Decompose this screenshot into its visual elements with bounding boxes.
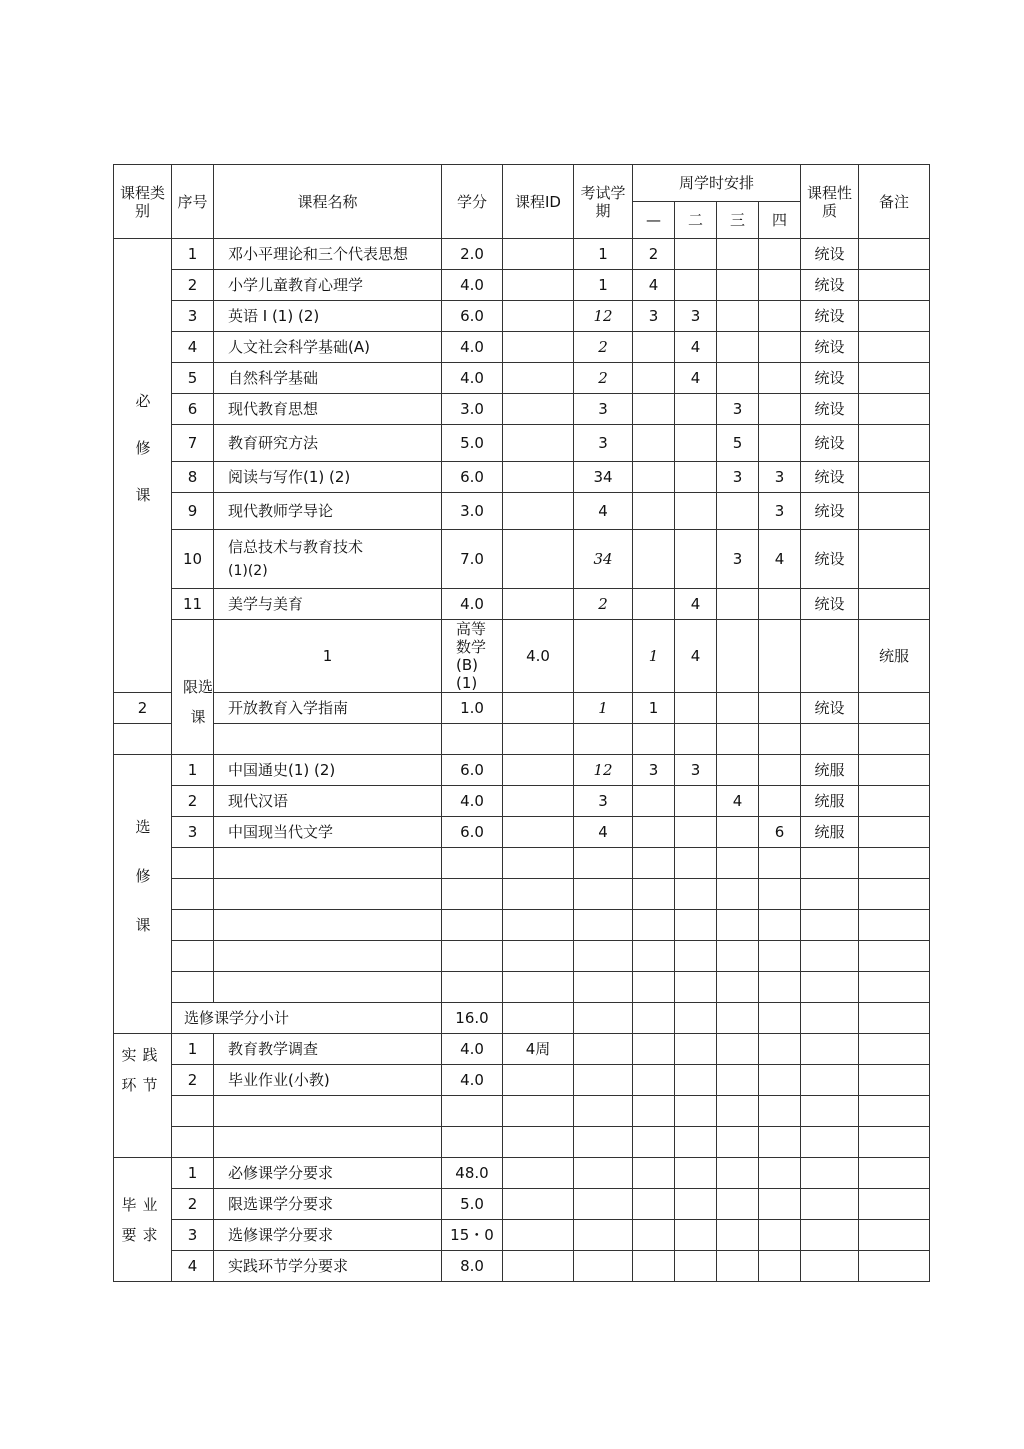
hours-term-3: 3 — [717, 462, 759, 493]
course-id — [503, 394, 574, 425]
course-nature: 统服 — [801, 755, 859, 786]
hours-term-2 — [675, 270, 717, 301]
course-id — [503, 363, 574, 394]
header-remarks: 备注 — [859, 165, 930, 239]
course-name — [214, 530, 442, 589]
hours-term-3 — [717, 270, 759, 301]
course-id — [503, 786, 574, 817]
course-id — [503, 755, 574, 786]
table-row — [114, 270, 930, 301]
table-row-empty — [114, 1127, 930, 1158]
hours-term-4 — [759, 425, 801, 462]
row-seq: 1 — [172, 1034, 214, 1065]
hours-term-1 — [633, 394, 675, 425]
hours-term-4 — [759, 693, 801, 724]
course-nature: 统设 — [801, 394, 859, 425]
course-nature: 统设 — [801, 462, 859, 493]
course-name: 现代教育思想 — [214, 394, 442, 425]
exam-term: 34 — [574, 462, 633, 493]
hours-term-2: 4 — [675, 363, 717, 394]
header-credit: 学分 — [442, 165, 503, 239]
course-credit: 4.0 — [442, 270, 503, 301]
header-weekly-hours: 周学时安排 — [633, 165, 801, 202]
hours-term-4 — [759, 755, 801, 786]
remarks-cell — [859, 693, 930, 724]
course-nature: 统设 — [801, 493, 859, 530]
exam-term: 2 — [574, 363, 633, 394]
hours-term-1: 1 — [633, 693, 675, 724]
row-seq: 11 — [172, 589, 214, 620]
table-row — [114, 530, 930, 589]
course-name: 美学与美育 — [214, 589, 442, 620]
requirement-credit: 15・0 — [442, 1220, 503, 1251]
hours-term-1 — [633, 462, 675, 493]
course-credit: 4.0 — [442, 786, 503, 817]
remarks-cell — [859, 301, 930, 332]
remarks-cell — [859, 589, 930, 620]
exam-term: 4 — [574, 493, 633, 530]
course-name: 小学儿童教育心理学 — [214, 270, 442, 301]
hours-term-3: 4 — [717, 786, 759, 817]
row-seq: 2 — [172, 270, 214, 301]
course-nature: 统服 — [801, 817, 859, 848]
exam-term: 3 — [574, 786, 633, 817]
course-credit: 3.0 — [442, 394, 503, 425]
exam-term: 2 — [574, 589, 633, 620]
header-exam-term: 考试学期 — [574, 165, 633, 239]
table-row — [114, 1065, 930, 1096]
hours-term-3 — [717, 817, 759, 848]
row-seq: 4 — [172, 332, 214, 363]
row-seq: 2 — [114, 693, 172, 724]
course-nature: 统设 — [801, 270, 859, 301]
remarks-cell — [859, 817, 930, 848]
course-name: 自然科学基础 — [214, 363, 442, 394]
hours-term-4: 6 — [759, 817, 801, 848]
course-name: 英语 I (1) (2) — [214, 301, 442, 332]
header-course-id: 课程ID — [503, 165, 574, 239]
row-seq: 3 — [172, 1220, 214, 1251]
exam-term: 12 — [574, 301, 633, 332]
course-id — [503, 239, 574, 270]
table-row — [114, 425, 930, 462]
hours-term-4 — [759, 363, 801, 394]
table-row-empty — [114, 848, 930, 879]
subtotal-label: 选修课学分小计 — [172, 1003, 442, 1034]
table-row — [114, 755, 930, 786]
course-credit: 6.0 — [442, 755, 503, 786]
table-row — [114, 1189, 930, 1220]
course-id — [503, 1065, 574, 1096]
header-row — [114, 165, 930, 202]
hours-term-2 — [675, 693, 717, 724]
hours-term-4 — [759, 786, 801, 817]
category-label: 限选课 — [182, 678, 213, 726]
hours-term-3 — [717, 363, 759, 394]
table-row — [114, 332, 930, 363]
subtotal-value: 16.0 — [442, 1003, 503, 1034]
table-row-empty — [114, 1096, 930, 1127]
requirement-name: 实践环节学分要求 — [214, 1251, 442, 1282]
course-nature: 统设 — [801, 589, 859, 620]
table-row — [114, 239, 930, 270]
course-id — [503, 462, 574, 493]
course-credit: 4.0 — [442, 1034, 503, 1065]
course-name: 阅读与写作(1) (2) — [214, 462, 442, 493]
hours-term-1: 2 — [633, 239, 675, 270]
course-credit: 6.0 — [442, 462, 503, 493]
course-name-line-2: (1)(2) — [228, 563, 268, 579]
course-credit: 4.0 — [442, 363, 503, 394]
hours-term-4 — [759, 589, 801, 620]
requirement-credit: 48.0 — [442, 1158, 503, 1189]
hours-term-3: 3 — [717, 394, 759, 425]
table-row — [114, 394, 930, 425]
remarks-cell — [859, 786, 930, 817]
category-label: 必修课 — [133, 393, 152, 534]
hours-term-4 — [759, 270, 801, 301]
hours-term-1: 4 — [675, 620, 717, 693]
hours-term-3 — [717, 493, 759, 530]
remarks-cell — [859, 332, 930, 363]
requirement-credit: 8.0 — [442, 1251, 503, 1282]
table-row — [114, 589, 930, 620]
hours-term-1 — [633, 363, 675, 394]
hours-term-4: 4 — [759, 530, 801, 589]
row-seq: 5 — [172, 363, 214, 394]
course-id — [503, 817, 574, 848]
course-id — [574, 620, 633, 693]
course-credit: 4.0 — [442, 589, 503, 620]
header-category: 课程类别 — [114, 165, 172, 239]
row-seq: 1 — [172, 1158, 214, 1189]
table-row — [114, 363, 930, 394]
remarks-cell — [859, 363, 930, 394]
hours-term-2 — [675, 239, 717, 270]
hours-term-1 — [633, 425, 675, 462]
category-required — [114, 239, 172, 693]
hours-term-2: 3 — [675, 755, 717, 786]
hours-term-2 — [675, 462, 717, 493]
hours-term-2: 4 — [675, 589, 717, 620]
course-nature: 统设 — [801, 239, 859, 270]
row-seq: 9 — [172, 493, 214, 530]
header-term-3: 三 — [717, 202, 759, 239]
hours-term-3 — [717, 301, 759, 332]
header-name: 课程名称 — [214, 165, 442, 239]
row-seq: 10 — [172, 530, 214, 589]
row-seq: 2 — [172, 786, 214, 817]
table-row — [114, 693, 930, 724]
course-credit: 6.0 — [442, 301, 503, 332]
hours-term-3 — [717, 755, 759, 786]
hours-term-2 — [675, 786, 717, 817]
hours-term-2 — [675, 817, 717, 848]
hours-term-1 — [633, 332, 675, 363]
exam-term: 1 — [633, 620, 675, 693]
header-term-4: 四 — [759, 202, 801, 239]
header-seq: 序号 — [172, 165, 214, 239]
hours-term-1 — [633, 786, 675, 817]
hours-term-1 — [633, 493, 675, 530]
remarks-cell — [859, 493, 930, 530]
hours-term-1 — [633, 589, 675, 620]
curriculum-table — [113, 164, 930, 1282]
course-name: 人文社会科学基础(A) — [214, 332, 442, 363]
category-label: 选修课 — [133, 818, 152, 966]
course-name: 中国现当代文学 — [214, 817, 442, 848]
hours-term-3 — [717, 332, 759, 363]
row-seq: 8 — [172, 462, 214, 493]
table-row — [114, 462, 930, 493]
row-seq: 6 — [172, 394, 214, 425]
course-name-line-1: 信总技术与教育技术 — [228, 538, 364, 556]
row-seq: 2 — [172, 1189, 214, 1220]
exam-term: 3 — [574, 425, 633, 462]
course-credit: 3.0 — [442, 493, 503, 530]
requirement-name: 选修课学分要求 — [214, 1220, 442, 1251]
course-id — [503, 301, 574, 332]
requirement-name: 必修课学分要求 — [214, 1158, 442, 1189]
hours-term-3 — [717, 239, 759, 270]
header-term-2: 二 — [675, 202, 717, 239]
category-elective — [114, 755, 172, 1034]
exam-term: 1 — [574, 239, 633, 270]
hours-term-3: 3 — [717, 530, 759, 589]
course-name: 现代汉语 — [214, 786, 442, 817]
hours-term-3 — [717, 693, 759, 724]
remarks-cell — [859, 755, 930, 786]
remarks-cell — [859, 425, 930, 462]
exam-term: 34 — [574, 530, 633, 589]
requirement-credit: 5.0 — [442, 1189, 503, 1220]
course-nature: 统设 — [801, 693, 859, 724]
table-row — [114, 1034, 930, 1065]
course-name: 教育研究方法 — [214, 425, 442, 462]
table-row — [114, 786, 930, 817]
course-nature: 统设 — [801, 530, 859, 589]
requirement-name: 限选课学分要求 — [214, 1189, 442, 1220]
course-id — [503, 693, 574, 724]
row-seq: 1 — [214, 620, 442, 693]
course-nature: 统服 — [859, 620, 930, 693]
table-row-empty — [114, 972, 930, 1003]
table-row-empty — [114, 910, 930, 941]
exam-term: 1 — [574, 270, 633, 301]
row-seq: 7 — [172, 425, 214, 462]
hours-term-3: 5 — [717, 425, 759, 462]
hours-term-4 — [759, 239, 801, 270]
exam-term: 3 — [574, 394, 633, 425]
hours-term-4 — [759, 301, 801, 332]
hours-term-1 — [633, 530, 675, 589]
course-credit: 4.0 — [503, 620, 574, 693]
course-name: 现代教师学导论 — [214, 493, 442, 530]
hours-term-4: 3 — [759, 493, 801, 530]
course-credit: 2.0 — [442, 239, 503, 270]
category-label: 实践环节 — [121, 1046, 164, 1094]
course-name: 邓小平理论和三个代表思想 — [214, 239, 442, 270]
row-seq: 1 — [172, 239, 214, 270]
course-name: 开放教育入学指南 — [214, 693, 442, 724]
row-seq: 3 — [172, 817, 214, 848]
course-credit: 4.0 — [442, 332, 503, 363]
row-seq: 1 — [172, 755, 214, 786]
table-row-empty — [114, 941, 930, 972]
table-row-empty — [114, 879, 930, 910]
hours-term-4 — [759, 394, 801, 425]
row-seq: 2 — [172, 1065, 214, 1096]
course-nature: 统服 — [801, 786, 859, 817]
elective-subtotal-row — [114, 1003, 930, 1034]
remarks-cell — [859, 239, 930, 270]
course-nature: 统设 — [801, 425, 859, 462]
table-row — [114, 1220, 930, 1251]
course-credit: 5.0 — [442, 425, 503, 462]
hours-term-3 — [717, 589, 759, 620]
hours-term-3 — [759, 620, 801, 693]
row-seq: 3 — [172, 301, 214, 332]
course-nature: 统设 — [801, 363, 859, 394]
remarks-cell — [859, 530, 930, 589]
course-credit: 7.0 — [442, 530, 503, 589]
exam-term: 2 — [574, 332, 633, 363]
course-nature: 统设 — [801, 332, 859, 363]
course-credit: 4.0 — [442, 1065, 503, 1096]
remarks-cell — [859, 462, 930, 493]
course-id: 4周 — [503, 1034, 574, 1065]
course-id — [503, 332, 574, 363]
course-id — [503, 270, 574, 301]
row-seq: 4 — [172, 1251, 214, 1282]
course-id — [503, 589, 574, 620]
exam-term: 4 — [574, 817, 633, 848]
table-row — [114, 1251, 930, 1282]
table-row — [114, 493, 930, 530]
hours-term-4 — [801, 620, 859, 693]
table-row-empty — [114, 724, 930, 755]
header-nature: 课程性质 — [801, 165, 859, 239]
hours-term-2 — [675, 493, 717, 530]
hours-term-2 — [675, 394, 717, 425]
category-label: 毕业要求 — [121, 1195, 164, 1244]
course-id — [503, 425, 574, 462]
hours-term-4: 3 — [759, 462, 801, 493]
hours-term-2: 4 — [675, 332, 717, 363]
course-name: 高等数学(B) (1) — [442, 620, 503, 693]
table-row — [114, 1158, 930, 1189]
category-graduation — [114, 1158, 172, 1282]
exam-term: 1 — [574, 693, 633, 724]
hours-term-1: 3 — [633, 755, 675, 786]
category-limited — [172, 620, 214, 755]
exam-term: 12 — [574, 755, 633, 786]
hours-term-2 — [675, 530, 717, 589]
table-row — [114, 620, 930, 693]
category-practice — [114, 1034, 172, 1158]
course-credit: 1.0 — [442, 693, 503, 724]
course-id — [503, 530, 574, 589]
hours-term-4 — [759, 332, 801, 363]
hours-term-2 — [675, 425, 717, 462]
table-row — [114, 817, 930, 848]
hours-term-2 — [717, 620, 759, 693]
hours-term-2: 3 — [675, 301, 717, 332]
course-name: 教育教学调查 — [214, 1034, 442, 1065]
course-id — [503, 493, 574, 530]
hours-term-1: 3 — [633, 301, 675, 332]
course-name: 毕业作业(小教) — [214, 1065, 442, 1096]
hours-term-1 — [633, 817, 675, 848]
table-row — [114, 301, 930, 332]
header-term-1: — — [633, 202, 675, 239]
remarks-cell — [859, 270, 930, 301]
remarks-cell — [859, 394, 930, 425]
course-name: 中国通史(1) (2) — [214, 755, 442, 786]
course-nature: 统设 — [801, 301, 859, 332]
course-credit: 6.0 — [442, 817, 503, 848]
hours-term-1: 4 — [633, 270, 675, 301]
